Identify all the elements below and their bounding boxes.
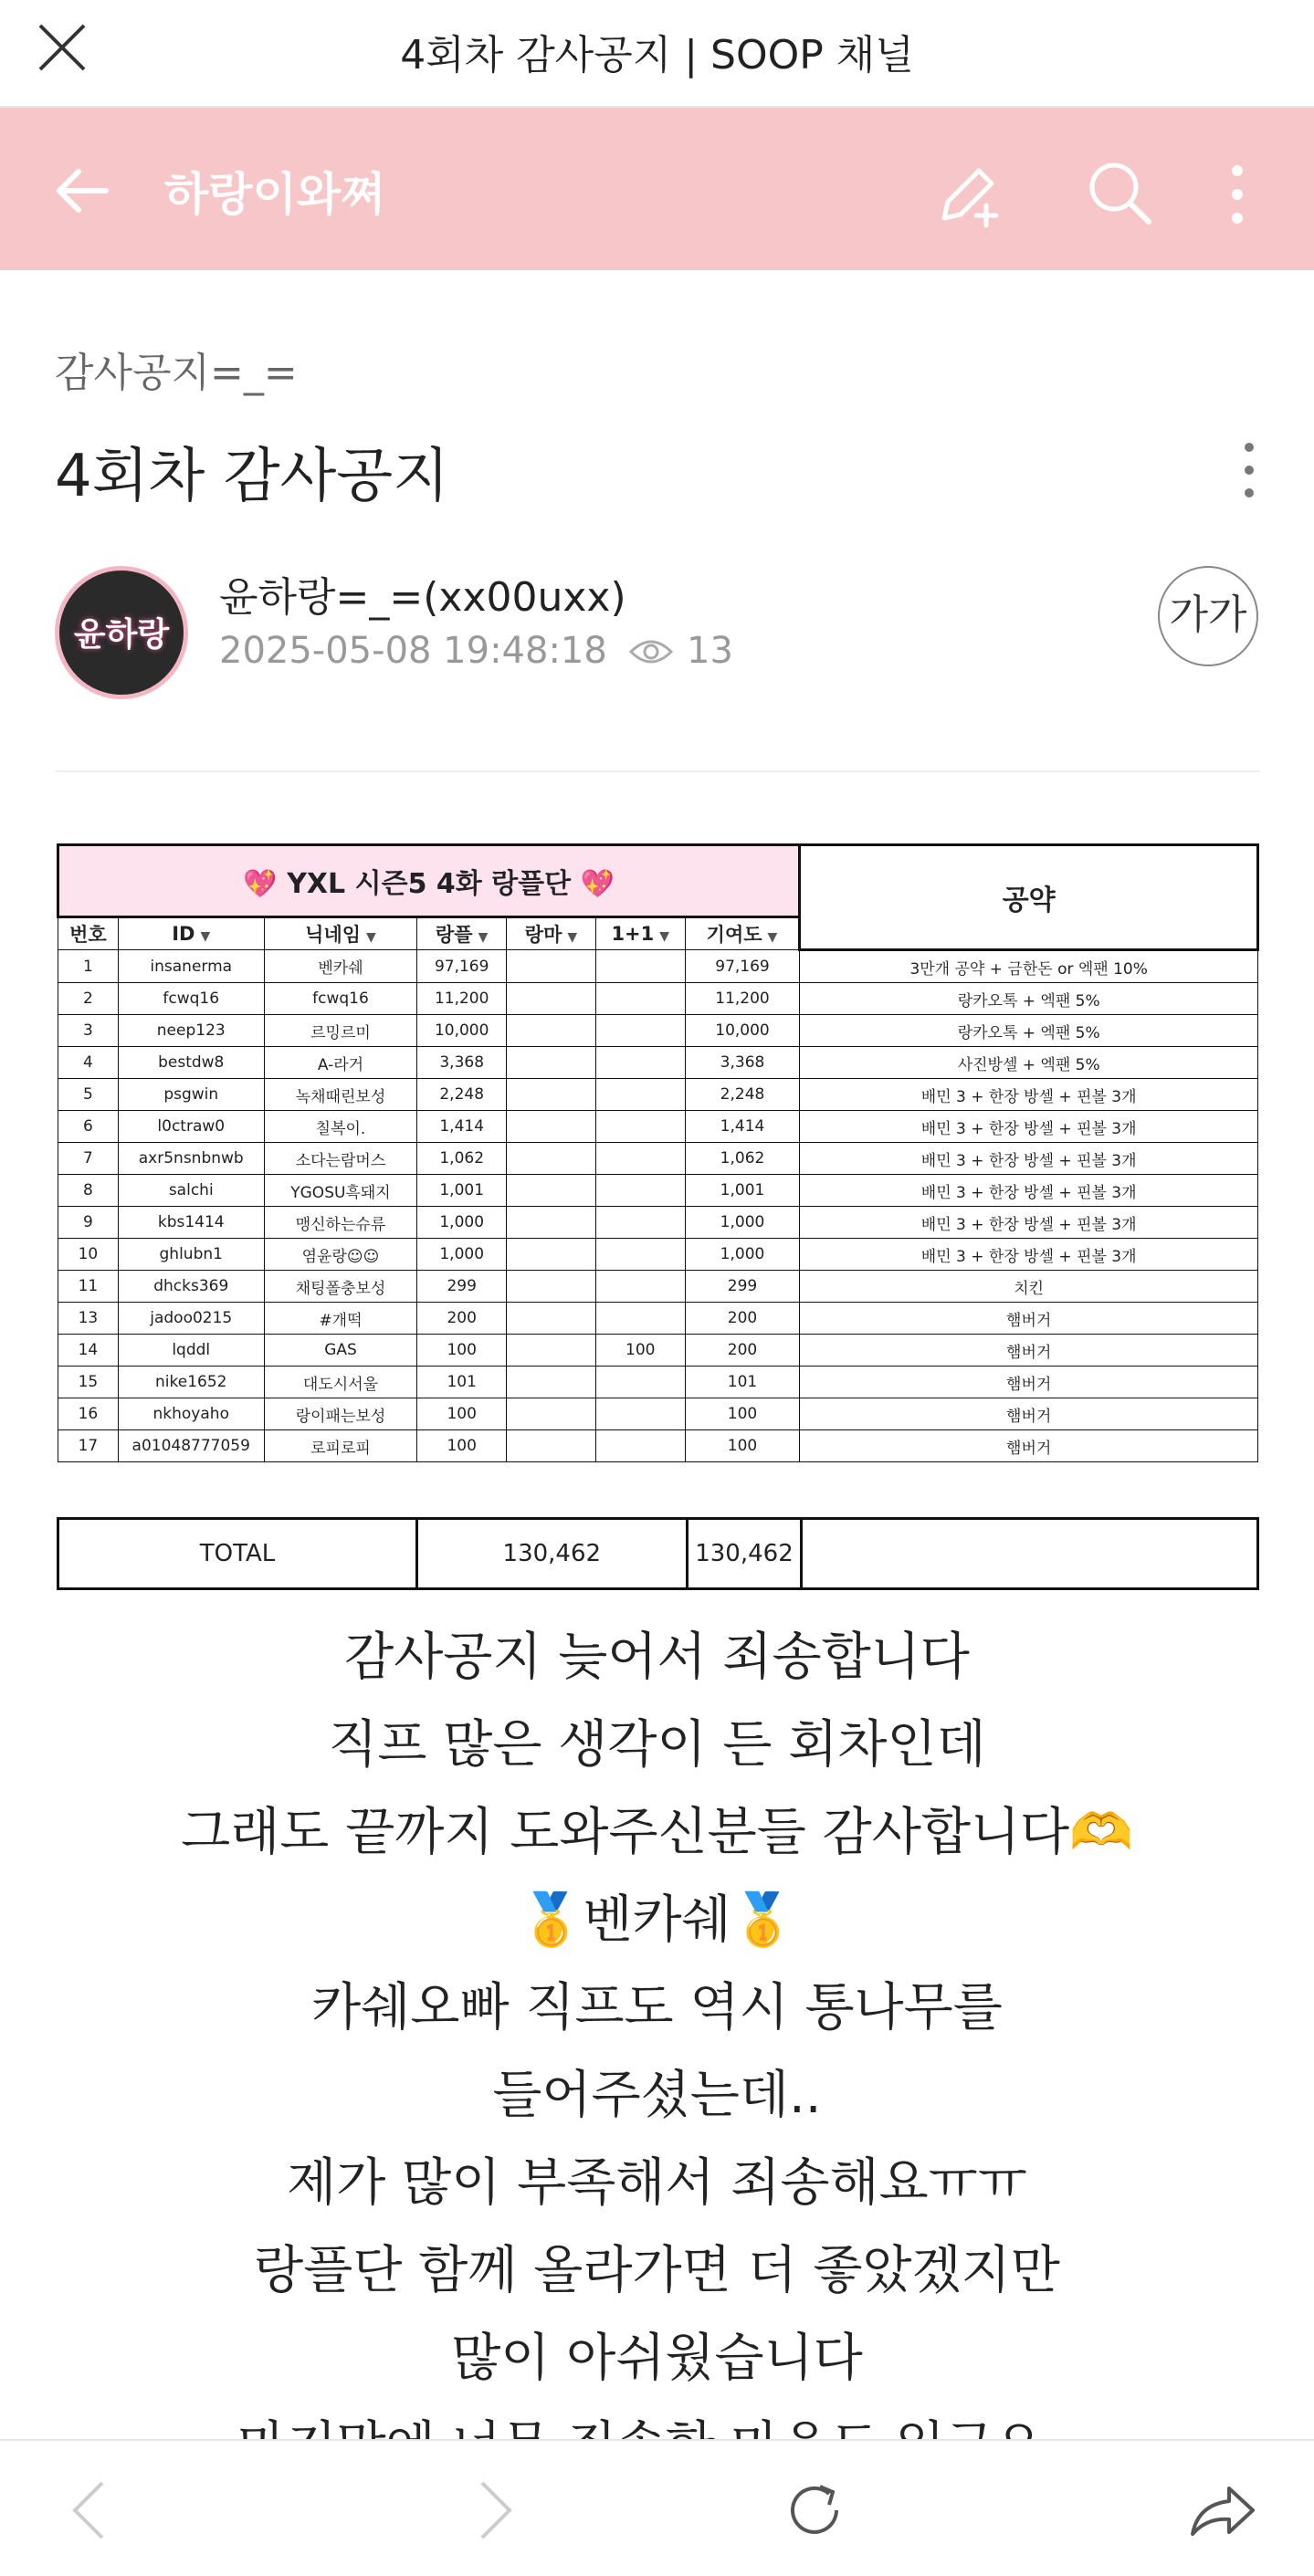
cell-no: 4 [58,1047,119,1079]
cell-no: 11 [58,1271,119,1303]
search-icon[interactable] [1085,158,1154,227]
cell-id: fcwq16 [118,983,264,1015]
author-name[interactable]: 윤하랑=_=(xx00uxx) [219,574,626,621]
col-header: 기여도 ▼ [685,917,800,950]
cell-no: 9 [58,1207,119,1239]
cell-rp: 200 [417,1303,507,1335]
cell-rm [507,1303,596,1335]
cell-rp: 100 [417,1398,507,1430]
cell-no: 10 [58,1239,119,1271]
back-arrow-icon[interactable] [51,159,115,223]
cell-rp: 1,000 [417,1239,507,1271]
edit-pencil-icon[interactable] [933,158,1006,231]
cell-pledge: 랑카오톡 + 엑팬 5% [800,1015,1258,1047]
cell-rm [507,1111,596,1143]
cell-rp: 1,414 [417,1111,507,1143]
cell-pledge: 배민 3 + 한장 방셀 + 핀볼 3개 [800,1175,1258,1207]
cell-no: 5 [58,1079,119,1111]
total-label: TOTAL [58,1519,417,1589]
table-row [58,1047,1258,1079]
cell-nick: #개떡 [264,1303,417,1335]
refresh-icon[interactable] [778,2474,851,2547]
cell-rm [507,1239,596,1271]
cell-no: 8 [58,1175,119,1207]
browser-title: 4회차 감사공지 | SOOP 채널 [400,32,914,79]
cell-one [595,1303,685,1335]
cell-contrib: 200 [685,1303,800,1335]
cell-nick: 맹신하는슈류 [264,1207,417,1239]
cell-rm [507,1143,596,1175]
eye-icon [628,634,674,670]
cell-no: 15 [58,1367,119,1398]
cell-contrib: 97,169 [685,950,800,983]
cell-rp: 101 [417,1367,507,1398]
cell-pledge: 배민 3 + 한장 방셀 + 핀볼 3개 [800,1143,1258,1175]
cell-rp: 11,200 [417,983,507,1015]
cell-one [595,1271,685,1303]
cell-contrib: 100 [685,1398,800,1430]
cell-rp: 3,368 [417,1047,507,1079]
cell-rp: 1,062 [417,1143,507,1175]
cell-rm [507,1079,596,1111]
contribution-table [57,843,1259,1462]
cell-one [595,1111,685,1143]
cell-nick: 채팅폴충보성 [264,1271,417,1303]
cell-rp: 100 [417,1335,507,1367]
cell-id: axr5nsnbnwb [118,1143,264,1175]
cell-contrib: 1,001 [685,1175,800,1207]
cell-nick: 염윤랑☺☺ [264,1239,417,1271]
channel-header [0,108,1314,270]
cell-id: nkhoyaho [118,1398,264,1430]
pledge-header: 공약 [800,845,1258,950]
col-header: 번호 [58,917,119,950]
cell-pledge: 햄버거 [800,1303,1258,1335]
table-row [58,1271,1258,1303]
cell-rm [507,1207,596,1239]
cell-id: neep123 [118,1015,264,1047]
cell-rm [507,1335,596,1367]
cell-pledge: 햄버거 [800,1430,1258,1462]
cell-no: 14 [58,1335,119,1367]
cell-one [595,950,685,983]
cell-nick: 랑이패는보성 [264,1398,417,1430]
cell-id: l0ctraw0 [118,1111,264,1143]
body-line: 들어주셨는데.. [492,2066,822,2125]
bottom-nav [0,2439,1314,2576]
cell-id: dhcks369 [118,1271,264,1303]
table-row [58,1207,1258,1239]
cell-no: 3 [58,1015,119,1047]
channel-name[interactable]: 하랑이와쪄 [164,168,385,221]
cell-nick: 벤카쉐 [264,950,417,983]
cell-id: kbs1414 [118,1207,264,1239]
cell-one [595,1143,685,1175]
cell-nick: 대도시서울 [264,1367,417,1398]
cell-id: psgwin [118,1079,264,1111]
cell-contrib: 100 [685,1430,800,1462]
cell-nick: 녹채때린보성 [264,1079,417,1111]
cell-nick: fcwq16 [264,983,417,1015]
avatar[interactable] [55,566,188,699]
total-empty [802,1519,1258,1589]
cell-id: a01048777059 [118,1430,264,1462]
cell-nick: 칠복이. [264,1111,417,1143]
cell-rm [507,1367,596,1398]
cell-one [595,1430,685,1462]
cell-pledge: 햄버거 [800,1335,1258,1367]
table-row [58,983,1258,1015]
cell-nick: GAS [264,1335,417,1367]
cell-contrib: 10,000 [685,1015,800,1047]
cell-rm [507,1015,596,1047]
cell-contrib: 1,000 [685,1207,800,1239]
cell-pledge: 치킨 [800,1271,1258,1303]
cell-pledge: 랑카오톡 + 엑팬 5% [800,983,1258,1015]
nav-forward-icon[interactable] [457,2474,530,2547]
avatar-text: 윤하랑 [73,616,170,654]
cell-id: nike1652 [118,1367,264,1398]
table-row [58,1239,1258,1271]
cell-pledge: 햄버거 [800,1398,1258,1430]
cell-rm [507,950,596,983]
cell-id: jadoo0215 [118,1303,264,1335]
cell-nick: 로피로피 [264,1430,417,1462]
font-size-button[interactable]: 가가 [1158,566,1258,666]
cell-contrib: 1,062 [685,1143,800,1175]
cell-contrib: 2,248 [685,1079,800,1111]
nav-back-icon[interactable] [55,2474,128,2547]
table-row [58,1303,1258,1335]
total-rp: 130,462 [417,1519,687,1589]
cell-no: 17 [58,1430,119,1462]
more-vertical-icon[interactable] [1219,158,1256,231]
view-count: 13 [687,630,733,672]
cell-pledge: 햄버거 [800,1367,1258,1398]
body-line: 그래도 끝까지 도와주신분들 감사합니다🫶 [181,1803,1133,1862]
post-category[interactable]: 감사공지=_= [55,350,298,396]
post-title: 4회차 감사공지 [55,443,450,510]
cell-id: salchi [118,1175,264,1207]
total-table [57,1517,1259,1590]
cell-nick: YGOSU흑돼지 [264,1175,417,1207]
table-row [58,1175,1258,1207]
cell-rp: 10,000 [417,1015,507,1047]
cell-rm [507,1271,596,1303]
total-contrib: 130,462 [687,1519,802,1589]
cell-contrib: 1,000 [685,1239,800,1271]
table-row [58,1143,1258,1175]
cell-one [595,1398,685,1430]
cell-no: 16 [58,1398,119,1430]
cell-pledge: 3만개 공약 + 금한돈 or 엑팬 10% [800,950,1258,983]
cell-no: 2 [58,983,119,1015]
table-row [58,1079,1258,1111]
cell-rp: 100 [417,1430,507,1462]
table-row [58,1430,1258,1462]
post-datetime: 2025-05-08 19:48:18 [219,630,607,672]
table-row [58,950,1258,983]
cell-rp: 1,001 [417,1175,507,1207]
col-header: 닉네임 ▼ [264,917,417,950]
table-row [58,1015,1258,1047]
cell-rp: 97,169 [417,950,507,983]
cell-rm [507,983,596,1015]
cell-id: bestdw8 [118,1047,264,1079]
cell-nick: 르밍르미 [264,1015,417,1047]
col-header: ID ▼ [118,917,264,950]
col-header: 랑마 ▼ [507,917,596,950]
cell-no: 7 [58,1143,119,1175]
col-header: 1+1 ▼ [595,917,685,950]
cell-rm [507,1047,596,1079]
table-row [58,1398,1258,1430]
cell-pledge: 배민 3 + 한장 방셀 + 핀볼 3개 [800,1111,1258,1143]
cell-one [595,1239,685,1271]
cell-contrib: 101 [685,1367,800,1398]
cell-one [595,1175,685,1207]
share-icon[interactable] [1185,2474,1258,2547]
cell-contrib: 1,414 [685,1111,800,1143]
cell-contrib: 299 [685,1271,800,1303]
divider [55,770,1260,772]
cell-one [595,1079,685,1111]
cell-nick: 소다는람머스 [264,1143,417,1175]
body-line: 카쉐오빠 직프도 역시 통나무를 [311,1978,1003,2037]
cell-contrib: 3,368 [685,1047,800,1079]
sheet-title: 💖 YXL 시즌5 4화 랑플단 💖 [58,845,800,917]
cell-rp: 299 [417,1271,507,1303]
post-body [0,1614,1314,2490]
cell-no: 6 [58,1111,119,1143]
table-row [58,1111,1258,1143]
cell-rp: 2,248 [417,1079,507,1111]
cell-id: ghlubn1 [118,1239,264,1271]
cell-no: 13 [58,1303,119,1335]
cell-one [595,1047,685,1079]
cell-rp: 1,000 [417,1207,507,1239]
body-line: 랑플단 함께 올라가면 더 좋았겠지만 [254,2241,1060,2300]
cell-pledge: 배민 3 + 한장 방셀 + 핀볼 3개 [800,1207,1258,1239]
cell-pledge: 배민 3 + 한장 방셀 + 핀볼 3개 [800,1239,1258,1271]
body-line: 🥇벤카쉐🥇 [519,1890,795,1950]
cell-contrib: 200 [685,1335,800,1367]
cell-rm [507,1430,596,1462]
body-line: 제가 많이 부족해서 죄송해요ㅠㅠ [287,2153,1027,2213]
browser-top-bar [0,0,1314,108]
cell-one [595,1207,685,1239]
body-line: 직프 많은 생각이 든 회차인데 [328,1715,986,1775]
table-row [58,1367,1258,1398]
cell-rm [507,1175,596,1207]
cell-one [595,1015,685,1047]
cell-one: 100 [595,1335,685,1367]
cell-contrib: 11,200 [685,983,800,1015]
cell-id: insanerma [118,950,264,983]
col-header: 랑플 ▼ [417,917,507,950]
cell-pledge: 사진방셀 + 엑팬 5% [800,1047,1258,1079]
contribution-sheet [57,843,1259,1462]
cell-one [595,983,685,1015]
cell-nick: A-라거 [264,1047,417,1079]
body-line: 감사공지 늦어서 죄송합니다 [344,1628,970,1687]
cell-one [595,1367,685,1398]
cell-id: lqddl [118,1335,264,1367]
post-more-icon[interactable] [1233,438,1266,502]
cell-pledge: 배민 3 + 한장 방셀 + 핀볼 3개 [800,1079,1258,1111]
body-line: 많이 아쉬웠습니다 [451,2329,863,2388]
cell-no: 1 [58,950,119,983]
cell-rm [507,1398,596,1430]
table-row [58,1335,1258,1367]
